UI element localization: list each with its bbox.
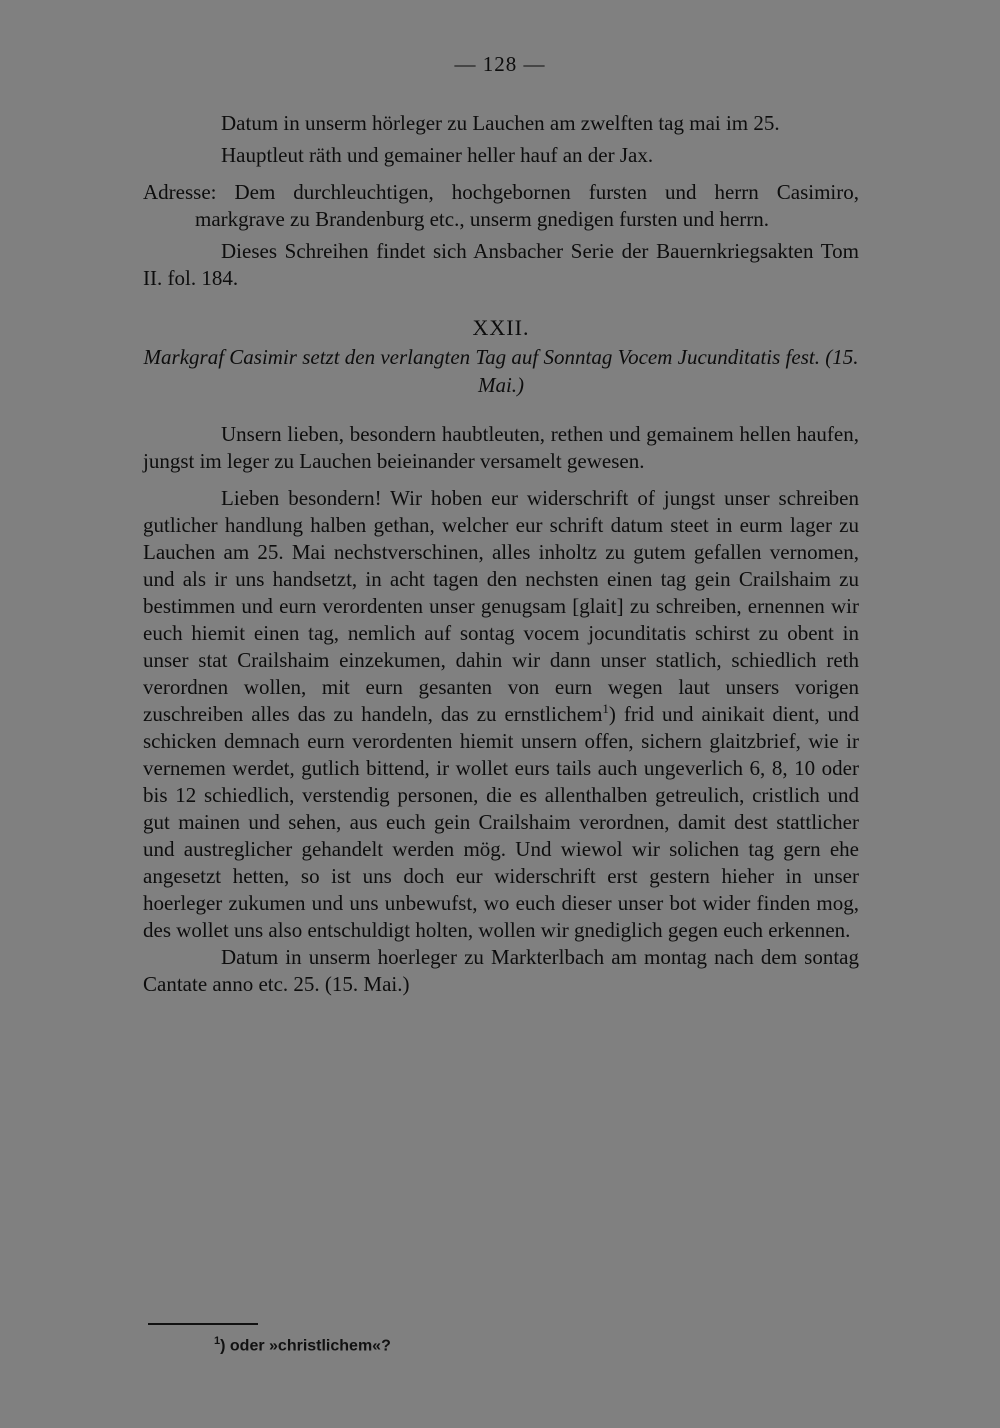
section-title: Markgraf Casimir setzt den verlangten Tag auf Sonntag Vocem Jucunditatis fest. (15. Mai.): [143, 345, 859, 397]
section-number: XXII.: [472, 315, 530, 340]
footnote: [214, 1335, 391, 1355]
address-paragraph: Adresse: Dem durchleuchtigen, hochgebornen fursten und herrn Casimiro, markgrave zu Brandenburg etc., unserm gnedigen fursten und herrn.: [143, 180, 859, 231]
salutation-paragraph: Unsern lieben, besondern haubtleuten, rethen und gemainem hellen haufen, jungst im leger zu Lauchen beieinander versamelt gewesen.: [143, 422, 859, 473]
dating-line-1: Datum in unserm hörleger zu Lauchen am zwelften tag mai im 25.: [221, 111, 780, 135]
letter-body-part-2: ) frid und ainikait dient, und schicken demnach eurn verordenten hiemit unsern offen, sichern glaitzbrief, wie ir vernemen werdet, gutlich bittend, ir wollet eurs tails auch ungeverlich 6, 8, 10 oder bis 12 schiedlich, verstendig personen, die es allenthalben getreulich, cristlich und gut mainen und sehen, aus euch gein Crailshaim verordnen, damit dest stattlicher und austreglicher gehandelt werden mög. Und wiewol wir solichen tag gern ehe angesetzt hetten, so ist uns doch eur widerschrift erst gestern hieher in unser hoerleger zukumen und uns unbewufst, wo euch dieser unser bot wider finden mog, des wollet uns also entschuldigt holten, wollen wir gnediglich gegen euch erkennen.: [143, 702, 859, 942]
source-note-paragraph: Dieses Schreihen findet sich Ansbacher Serie der Bauernkriegsakten Tom II. fol. 184.: [143, 239, 859, 290]
main-text-column: [143, 110, 859, 998]
page-number: — 128 —: [454, 52, 546, 76]
footnote-reference[interactable]: 1: [602, 701, 609, 716]
dating-line-2: Datum in unserm hoerleger zu Markterlbach am montag nach dem sontag Cantate anno etc. 25. (15. Mai.): [143, 945, 859, 996]
footnote-text: ) oder »christlichem«?: [220, 1337, 391, 1355]
letter-body-part-1: Lieben besondern! Wir hoben eur widerschrift of jungst unser schreiben gutlicher handlung halben gethan, welcher eur schrift datum steet in eurm lager zu Lauchen am 25. Mai nechstverschinen, alles inholtz zu gutem gefallen vernomen, und als ir uns handsetzt, in acht tagen den nechsten einen tag gein Crailshaim zu bestimmen und eurn verordenten unser genugsam [glait] zu schreiben, ernennen wir euch hiemit einen tag, nemlich auf sontag vocem jocunditatis schirst zu obent in unser stat Crailshaim einzekumen, dahin wir dann unser statlich, schiedlich reth verordnen wollen, mit eurn gesanten von eurn wegen laut unsers vorigen zuschreiben alles das zu handeln, das zu ernstlichem: [143, 486, 859, 726]
footnote-divider: [148, 1323, 258, 1325]
footnote-marker: 1: [214, 1335, 221, 1347]
letter-body-paragraph: [143, 485, 859, 944]
signature-line: Hauptleut räth und gemainer heller hauf an der Jax.: [221, 143, 654, 167]
